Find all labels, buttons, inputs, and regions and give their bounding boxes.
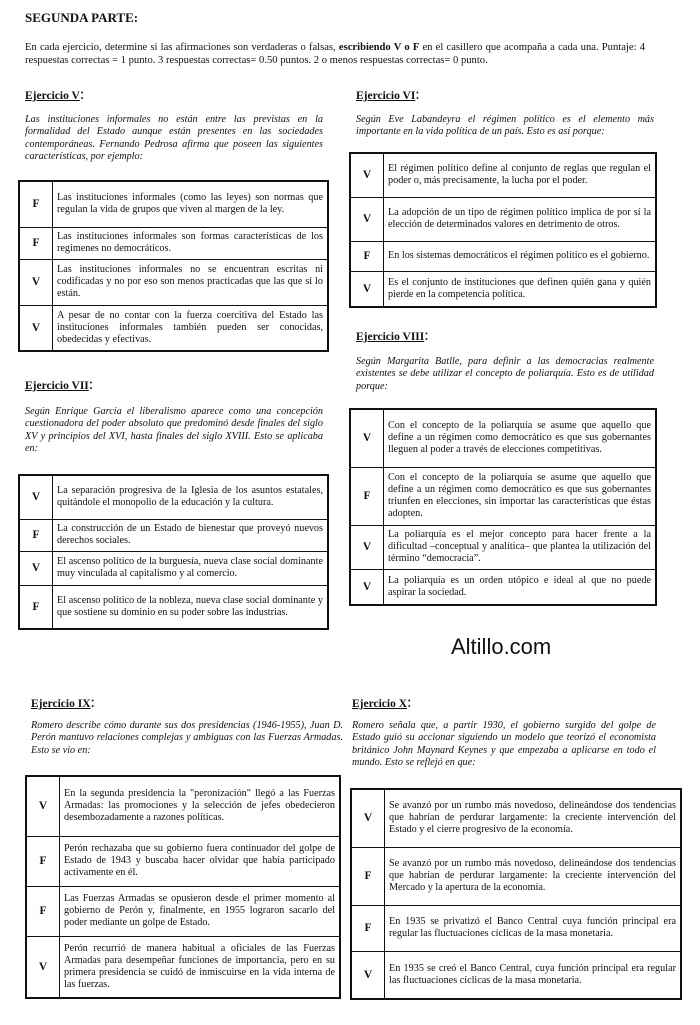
- table-row: [350, 153, 656, 197]
- table-row: [350, 467, 656, 525]
- table-row: [350, 525, 656, 569]
- exercise-v-title: Ejercicio V:: [25, 86, 85, 103]
- statement-cell: En la segunda presidencia la "peronización" llegó a las Fuerzas Armadas: las promociones y la selección de jefes obedecieron desembozadamente a razones políticas.: [60, 776, 341, 836]
- statement-cell: La separación progresiva de la Iglesia de los asuntos estatales, quitándole el monopolio de la educación y la cultura.: [53, 475, 329, 519]
- answer-cell[interactable]: V: [19, 551, 53, 585]
- table-row: [351, 905, 681, 951]
- statement-cell: Las instituciones informales son formas características de los regimenes no democráticos.: [53, 227, 329, 259]
- answer-cell[interactable]: V: [350, 197, 384, 241]
- instructions-text-before: En cada ejercicio, determine si las afirmaciones son verdaderas o falsas,: [25, 42, 339, 53]
- table-row: [19, 305, 328, 351]
- statement-cell: Las instituciones informales (como las leyes) son normas que regulan la vida de grupos que viven al margen de la ley.: [53, 181, 329, 227]
- table-row: [350, 271, 656, 307]
- exercise-vii-table: [18, 474, 329, 630]
- exercise-vii-intro: Según Enrique García el liberalismo aparece como una concepción cuestionadora del poder absoluto que predominó desde finales del siglo XV y principios del XVI, hasta finales del siglo XVIII. Esto se aplicaba en:: [25, 406, 323, 454]
- exercise-ix-title: Ejercicio IX:: [31, 694, 95, 711]
- table-row: [26, 936, 340, 998]
- table-row: [350, 409, 656, 467]
- statement-cell: A pesar de no contar con la fuerza coercitiva del Estado las instituciones informales también pueden ser conocidas, obedecidas y efectivas.: [53, 305, 329, 351]
- answer-cell[interactable]: V: [350, 271, 384, 307]
- table-row: [350, 241, 656, 271]
- table-row: [19, 259, 328, 305]
- statement-cell: El ascenso político de la nobleza, nueva clase social dominante y que sostiene su dominio en su poder sobre las industrias.: [53, 585, 329, 629]
- exercise-v-table: [18, 180, 329, 352]
- answer-cell[interactable]: F: [19, 227, 53, 259]
- instructions-bold-text: escribiendo V o F: [338, 42, 420, 53]
- exercise-ix-intro: Romero describe cómo durante sus dos presidencias (1946-1955), Juan D. Perón mantuvo relaciones complejas y ambiguas con las Fuerzas Armadas. Esto se vio en:: [31, 720, 343, 756]
- statement-cell: Es el conjunto de instituciones que definen quién gana y quién pierde en la competencia política.: [384, 271, 657, 307]
- answer-cell[interactable]: V: [350, 409, 384, 467]
- statement-cell: Las Fuerzas Armadas se opusieron desde el primer momento al gobierno de Perón y, finalmente, en 1955 lograron sacarlo del poder mediante un golpe de Estado.: [60, 886, 341, 936]
- answer-cell[interactable]: V: [19, 259, 53, 305]
- altillo-watermark: Altillo.com: [451, 634, 552, 659]
- exercise-vii-title: Ejercicio VII:: [25, 376, 94, 393]
- table-row: [26, 886, 340, 936]
- statement-cell: Perón recurrió de manera habitual a oficiales de las Fuerzas Armadas para desempeñar funciones de importancia, pero en su primera presidencia se cuidó de inmiscuirse en la vida interna de las fuerzas.: [60, 936, 341, 998]
- statement-cell: En 1935 se privatizó el Banco Central cuya función principal era regular las fluctuaciones cíclicas de la masa monetaria.: [385, 905, 682, 951]
- exercise-vi-title: Ejercicio VI:: [356, 86, 420, 103]
- page-heading: SEGUNDA PARTE:: [25, 10, 139, 25]
- statement-cell: En 1935 se creó el Banco Central, cuya función principal era regular las fluctuaciones cíclicas de la masa monetaria.: [385, 951, 682, 999]
- statement-cell: Con el concepto de la poliarquía se asume que aquello que define a un régimen como democrático es que sus gobernantes lleguen al poder a través de elecciones competitivas.: [384, 409, 657, 467]
- exercise-x-intro: Romero señala que, a partir 1930, el gobierno surgido del golpe de Estado guió su accionar siguiendo un modelo que teorizó el economista británico John Maynard Keynes y que empezaba a aplicarse en todo el mundo. Esto se reflejó en que:: [352, 720, 656, 768]
- exercise-vi-intro: Según Eve Labandeyra el régimen político es el elemento más importante en la vida política de un país. Esto es así porque:: [356, 114, 654, 138]
- statement-cell: El régimen político define al conjunto de reglas que regulan el poder o, más precisamente, la lucha por el poder.: [384, 153, 657, 197]
- statement-cell: La poliarquía es el mejor concepto para hacer frente a la dificultad –conceptual y analítica– que plantea la utilización del término “democracia”.: [384, 525, 657, 569]
- instructions-text-after: en el casillero que acompaña a cada una. Puntaje: 4 respuestas correctas = 1 punto. 3 respuestas correctas= 0.50 puntos. 2 o menos respuestas correctas= 0 punto.: [25, 42, 645, 66]
- answer-cell[interactable]: V: [19, 305, 53, 351]
- exercise-v-intro: Las instituciones informales no están entre las previstas en la formalidad del Estado aunque están presentes en las sociedades contemporáneas. Fernando Pedrosa afirma que poseen las siguientes características, por ejemplo:: [25, 114, 323, 162]
- answer-cell[interactable]: F: [26, 836, 60, 886]
- answer-cell[interactable]: F: [19, 585, 53, 629]
- table-row: [26, 776, 340, 836]
- exercise-x-title: Ejercicio X:: [352, 694, 412, 711]
- statement-cell: Se avanzó por un rumbo más novedoso, delineándose dos tendencias que habrían de perdurar largamente: la creciente intervención del Mercado y la apertura de la economía.: [385, 847, 682, 905]
- table-row: [350, 197, 656, 241]
- exercise-viii-title: Ejercicio VIII:: [356, 327, 429, 344]
- answer-cell[interactable]: F: [351, 905, 385, 951]
- exercise-x-table: [350, 788, 682, 1000]
- statement-cell: La construcción de un Estado de bienestar que proveyó nuevos derechos sociales.: [53, 519, 329, 551]
- table-row: [350, 569, 656, 605]
- table-row: [19, 227, 328, 259]
- answer-cell[interactable]: V: [351, 789, 385, 847]
- answer-cell[interactable]: F: [351, 847, 385, 905]
- table-row: [351, 847, 681, 905]
- table-row: [19, 519, 328, 551]
- statement-cell: En los sistemas democráticos el régimen político es el gobierno.: [384, 241, 657, 271]
- exercise-viii-table: [349, 408, 657, 606]
- instructions-paragraph: [25, 41, 645, 67]
- answer-cell[interactable]: F: [350, 241, 384, 271]
- table-row: [19, 585, 328, 629]
- statement-cell: Perón rechazaba que su gobierno fuera continuador del golpe de Estado de 1943 y buscaba hacer olvidar que había participado activamente en él.: [60, 836, 341, 886]
- statement-cell: La adopción de un tipo de régimen político implica de por sí la elección de determinados valores en detrimento de otros.: [384, 197, 657, 241]
- table-row: [351, 789, 681, 847]
- answer-cell[interactable]: V: [19, 475, 53, 519]
- statement-cell: El ascenso político de la burguesía, nueva clase social dominante muy vinculada al capitalismo y al comercio.: [53, 551, 329, 585]
- answer-cell[interactable]: F: [26, 886, 60, 936]
- answer-cell[interactable]: F: [19, 181, 53, 227]
- statement-cell: Las instituciones informales no se encuentran escritas ni codificadas y no por eso son menos practicadas que las que sí lo están.: [53, 259, 329, 305]
- answer-cell[interactable]: V: [26, 776, 60, 836]
- table-row: [26, 836, 340, 886]
- answer-cell[interactable]: V: [351, 951, 385, 999]
- answer-cell[interactable]: V: [350, 525, 384, 569]
- exercise-vi-table: [349, 152, 657, 308]
- statement-cell: La poliarquía es un orden utópico e ideal al que no puede aspirar la sociedad.: [384, 569, 657, 605]
- answer-cell[interactable]: V: [26, 936, 60, 998]
- statement-cell: Con el concepto de la poliarquía se asume que aquello que define a un régimen como democrático es que sus gobernantes triunfen en elecciones, sin importar las características que éstas adopten.: [384, 467, 657, 525]
- answer-cell[interactable]: F: [350, 467, 384, 525]
- table-row: [351, 951, 681, 999]
- table-row: [19, 475, 328, 519]
- answer-cell[interactable]: F: [19, 519, 53, 551]
- answer-cell[interactable]: V: [350, 569, 384, 605]
- statement-cell: Se avanzó por un rumbo más novedoso, delineándose dos tendencias que habrían de perdurar largamente: la creciente intervención del Estado y el cierre progresivo de la economía.: [385, 789, 682, 847]
- exercise-viii-intro: Según Margarita Batlle, para definir a las democracias realmente existentes se debe utilizar el concepto de poliarquía. Esto es de utilidad porque:: [356, 356, 654, 392]
- table-row: [19, 551, 328, 585]
- table-row: [19, 181, 328, 227]
- exercise-ix-table: [25, 775, 341, 999]
- answer-cell[interactable]: V: [350, 153, 384, 197]
